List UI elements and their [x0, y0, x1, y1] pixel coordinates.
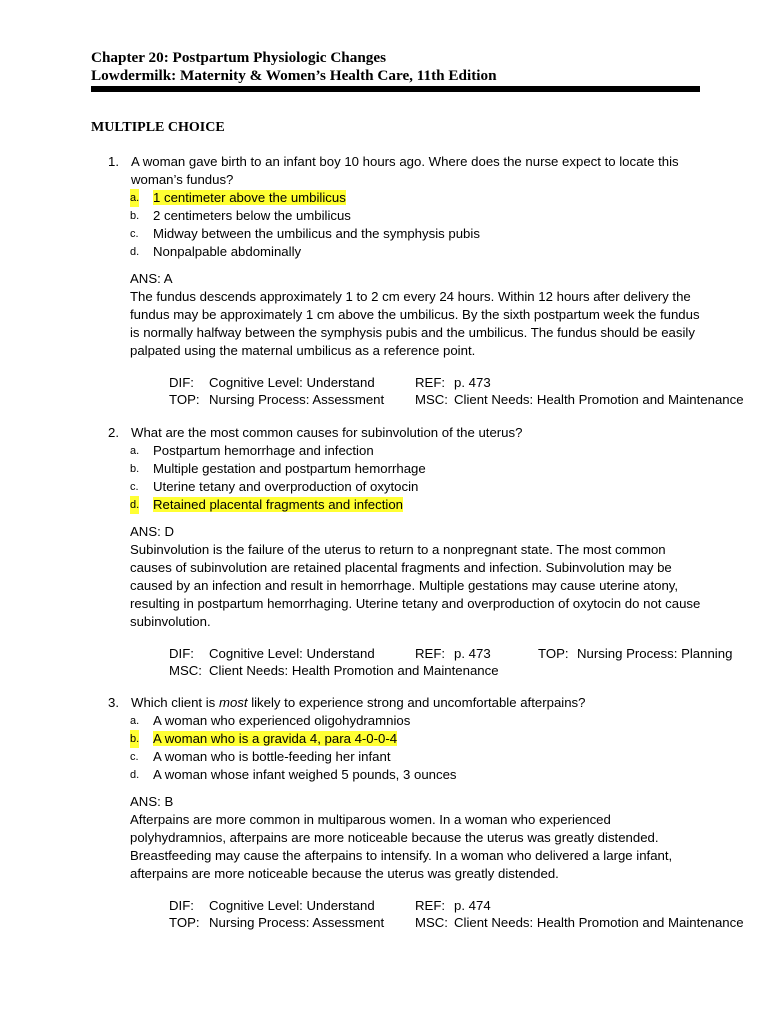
answer-label: ANS: B [130, 794, 174, 809]
ref-value: p. 474 [454, 898, 491, 913]
option-text: Multiple gestation and postpartum hemorrhage [153, 461, 426, 476]
ref-label: REF: [415, 898, 446, 913]
option-b [91, 460, 703, 478]
top-label: TOP: [169, 392, 200, 407]
dif-value: Cognitive Level: Understand [209, 375, 375, 390]
option-b [91, 730, 703, 748]
question-metadata [91, 645, 733, 679]
option-a [91, 189, 703, 207]
dif-value: Cognitive Level: Understand [209, 646, 375, 661]
option-d [91, 496, 703, 514]
option-a [91, 442, 703, 460]
dif-label: DIF: [169, 898, 194, 913]
msc-value: Client Needs: Health Promotion and Maintenance [209, 663, 499, 678]
question-1 [91, 153, 744, 408]
top-value: Nursing Process: Planning [577, 646, 733, 661]
question-number: 2. [108, 425, 119, 440]
rationale-text: The fundus descends approximately 1 to 2 cm every 24 hours. Within 12 hours after delivery the fundus may be approximately 1 cm above the umbilicus. By the sixth postpartum week the fundus is normally halfway between the symphysis pubis and the umbilicus. The fundus should be easily palpated using the maternal umbilicus as a reference point. [130, 289, 700, 358]
option-text: A woman who is a gravida 4, para 4-0-0-4 [153, 731, 398, 746]
option-letter: c. [130, 481, 139, 493]
option-list [91, 712, 703, 784]
msc-label: MSC: [169, 663, 202, 678]
option-letter: d. [130, 769, 140, 781]
option-letter: b. [130, 210, 140, 222]
question-text-end: likely to experience strong and uncomfortable afterpains? [247, 695, 586, 710]
option-b [91, 207, 703, 225]
top-value: Nursing Process: Assessment [209, 915, 385, 930]
answer-label: ANS: D [130, 524, 174, 539]
option-a [91, 712, 703, 730]
question-stem [91, 153, 703, 189]
msc-label: MSC: [415, 915, 448, 930]
dif-value: Cognitive Level: Understand [209, 898, 375, 913]
question-text: What are the most common causes for subinvolution of the uterus? [131, 425, 523, 440]
option-letter: a. [130, 445, 140, 457]
option-letter: b. [130, 730, 139, 748]
question-stem [91, 694, 703, 712]
question-text-start: Which client is [131, 695, 219, 710]
option-d [91, 766, 703, 784]
question-stem [91, 424, 703, 442]
ref-label: REF: [415, 646, 446, 661]
ref-label: REF: [415, 375, 446, 390]
option-text: A woman who is bottle-feeding her infant [153, 749, 391, 764]
question-emphasis: most [218, 695, 248, 710]
option-text: 1 centimeter above the umbilicus [153, 190, 346, 205]
top-label: TOP: [538, 646, 569, 661]
document-header [91, 49, 699, 85]
option-letter: d. [130, 496, 139, 514]
question-metadata [91, 374, 744, 408]
question-text: A woman gave birth to an infant boy 10 hours ago. Where does the nurse expect to locate this woman’s fundus? [131, 154, 679, 187]
msc-label: MSC: [415, 392, 448, 407]
rationale-text: Afterpains are more common in multiparous women. In a woman who experienced polyhydramnios, afterpains are more noticeable because the uterus was greatly distended. Breastfeeding may cause the afterpains to intensify. In a woman who delivered a large infant, afterpains are more noticeable because the uterus was greatly distended. [130, 812, 673, 881]
option-list [91, 442, 703, 514]
option-text: Retained placental fragments and infection [153, 497, 403, 512]
question-metadata [91, 897, 744, 931]
option-text: 2 centimeters below the umbilicus [153, 208, 351, 223]
msc-value: Client Needs: Health Promotion and Maintenance [454, 392, 744, 407]
option-letter: a. [130, 715, 140, 727]
option-c [91, 478, 703, 496]
answer-label: ANS: A [130, 271, 173, 286]
option-letter: d. [130, 246, 140, 258]
option-text: Nonpalpable abdominally [153, 244, 302, 259]
option-text: A woman who experienced oligohydramnios [153, 713, 411, 728]
dif-label: DIF: [169, 646, 194, 661]
msc-value: Client Needs: Health Promotion and Maintenance [454, 915, 744, 930]
option-text: Uterine tetany and overproduction of oxytocin [153, 479, 419, 494]
option-c [91, 748, 703, 766]
chapter-title: Chapter 20: Postpartum Physiologic Changes [91, 49, 387, 66]
top-label: TOP: [169, 915, 200, 930]
option-text: A woman whose infant weighed 5 pounds, 3 ounces [153, 767, 457, 782]
option-letter: a. [130, 189, 139, 207]
book-title: Lowdermilk: Maternity & Women’s Health Care, 11th Edition [91, 67, 497, 84]
option-letter: b. [130, 463, 140, 475]
rationale-text: Subinvolution is the failure of the uterus to return to a nonpregnant state. The most common causes of subinvolution are retained placental fragments and infection. Subinvolution may be caused by an infection and result in hemorrhage. Multiple gestations may cause uterine atony, resulting in postpartum hemorrhaging. Uterine tetany and overproduction of oxytocin do not cause subinvolution. [130, 542, 701, 629]
question-2 [91, 424, 733, 679]
option-letter: c. [130, 228, 139, 240]
question-number: 3. [108, 695, 119, 710]
header-rule [91, 86, 700, 92]
top-value: Nursing Process: Assessment [209, 392, 385, 407]
question-number: 1. [108, 154, 119, 169]
option-d [91, 243, 703, 261]
option-text: Postpartum hemorrhage and infection [153, 443, 374, 458]
dif-label: DIF: [169, 375, 194, 390]
option-c [91, 225, 703, 243]
option-list [91, 189, 703, 261]
ref-value: p. 473 [454, 375, 491, 390]
ref-value: p. 473 [454, 646, 491, 661]
option-letter: c. [130, 751, 139, 763]
question-3 [91, 694, 744, 931]
option-text: Midway between the umbilicus and the symphysis pubis [153, 226, 480, 241]
section-title: MULTIPLE CHOICE [91, 120, 225, 135]
